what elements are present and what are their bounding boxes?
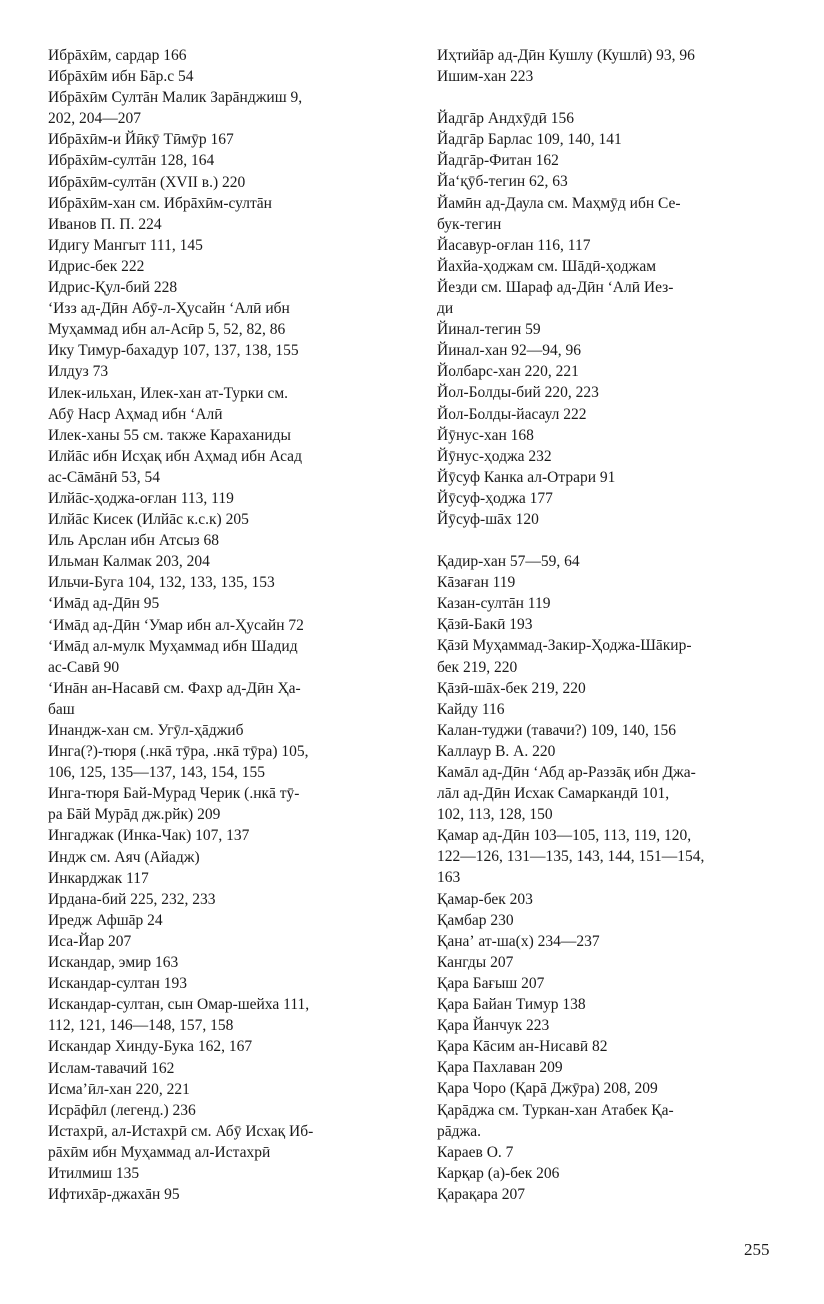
index-entry [437,193,779,235]
index-entry [437,446,779,467]
index-entry-line: Йамӣн ад-Даула см. Маҳмӯд ибн Се- [437,194,681,212]
index-entry-line: Иҳтийāр ад-Дӣн Кушлу (Кушлӣ) 93, 96 [437,47,695,64]
index-entry [437,699,779,720]
index-entry-line: Ифтихāр-джахāн 95 [48,1186,180,1204]
index-entry-line: Қара Кāсим ан-Нисавӣ 82 [437,1038,608,1056]
index-entry-line: Искандар Хинду-Бука 162, 167 [48,1038,253,1056]
index-entry-line: Илйāс Кисек (Илйāс к.с.к) 205 [48,511,249,529]
index-entry [48,361,390,382]
index-entry-line: Ислам-тавачий 162 [48,1059,175,1077]
index-entry-line: 112, 121, 146—148, 157, 158 [48,1017,234,1035]
index-entry-line: Искандар, эмир 163 [48,954,179,972]
index-entry [437,910,779,931]
index-entry [437,340,779,361]
index-entry-line: Карқар (а)-бек 206 [437,1164,560,1182]
index-entry-line: Қанаʼ ат-ша(х) 234—237 [437,932,600,950]
index-entry [437,467,779,488]
index-entry [48,1184,390,1205]
index-entry-line: Йадгāр Андхӯдӣ 156 [437,110,575,128]
index-entry [437,509,779,530]
index-entry [48,1163,390,1184]
index-entry [437,382,779,403]
index-entry-line: Инга-тюря Бай-Мурад Черик (.нкā тӯ- [48,785,300,803]
index-entry-line: Йол-Болды-бий 220, 223 [437,384,599,402]
index-entry [437,129,779,150]
index-entry-line: Илйāс-ҳоджа-оғлан 113, 119 [48,489,234,507]
index-entry-line: Искандар-султан 193 [48,975,187,993]
index-entry [437,720,779,741]
index-entry [437,1184,779,1205]
index-entry [48,741,390,783]
index-entry [437,825,779,888]
index-entry-line: Инга(?)-тюря (.нкā тӯра, .нкā тӯра) 105, [48,743,309,761]
index-entry [437,66,779,87]
index-entry [437,889,779,910]
index-entry-line: Итилмиш 135 [48,1164,140,1182]
index-entry [437,931,779,952]
index-entry-line: Каллаур В. А. 220 [437,742,556,760]
index-entry [437,319,779,340]
index-entry-line: Идрис-Қул-бий 228 [48,279,178,297]
index-entry-line: Йӯнус-хан 168 [437,426,534,444]
index-entry [437,108,779,129]
index-entry [48,66,390,87]
index-entry-line: ра Бāй Мурāд дж.рйк) 209 [48,806,221,824]
index-entry [48,847,390,868]
index-entry [48,1100,390,1121]
index-entry-line: Инандж-хан см. Угӯл-ҳāджиб [48,722,244,739]
index-entry [48,931,390,952]
index-entry-line: Йолбарс-хан 220, 221 [437,363,579,381]
index-entry [437,1015,779,1036]
index-entry-line: Қāзӣ Муҳаммад-Закир-Ҳоджа-Шāкир- [437,637,692,655]
index-entry-line: бук-тегин [437,215,502,233]
index-entry-line: Ильман Калмак 203, 204 [48,553,210,571]
index-entry-line: ас-Сāмāнӣ 53, 54 [48,468,161,486]
index-entry-line: Ильчи-Буга 104, 132, 133, 135, 153 [48,574,275,592]
index-entry-line: Ибрāхӣм-хан см. Ибрāхӣм-султāн [48,194,272,212]
index-entry-line: Қамар-бек 203 [437,890,533,908]
index-entry-line: Йахйа-ҳоджам см. Шāдӣ-ҳоджам [437,257,657,275]
index-entry [48,1036,390,1057]
index-entry [48,256,390,277]
index-entry-line: 106, 125, 135—137, 143, 154, 155 [48,764,265,782]
index-entry-line: лāл ад-Дӣн Исхак Самаркандӣ 101, [437,785,670,803]
index-entry [48,425,390,446]
index-entry-line: Иль Арслан ибн Атсыз 68 [48,532,220,550]
section-gap [437,87,779,108]
index-entry-line: Идигу Мангыт 111, 145 [48,236,203,254]
index-entry-line: Индж см. Аяч (Айадж) [48,848,200,866]
index-entry-line: Қамбар 230 [437,911,514,929]
index-entry-line: Казан-султāн 119 [437,595,551,613]
index-entry [48,593,390,614]
index-entry [437,1057,779,1078]
index-entry [48,910,390,931]
index-entry-line: Қāзӣ-Бакӣ 193 [437,616,533,634]
index-entry [437,1100,779,1142]
index-entry-line: Қара Бағыш 207 [437,974,545,992]
index-entry [437,1078,779,1099]
index-entry [48,298,390,340]
index-entry-line: 122—126, 131—135, 143, 144, 151—154, [437,848,705,866]
index-entry-line: Ингаджак (Инка-Чак) 107, 137 [48,827,250,845]
index-entry [48,383,390,425]
index-entry-line: Ибрāхӣм-султāн (XVII в.) 220 [48,173,246,191]
index-entry [48,129,390,150]
index-entry [48,1121,390,1163]
index-entry-line: Йол-Болды-йасаул 222 [437,405,587,423]
index-entry-line: ʻИмāд ад-Дӣн ʻУмар ибн ал-Ҳусайн 72 [48,616,304,634]
index-entry [437,361,779,382]
index-entry-line: Калан-туджи (тавачи?) 109, 140, 156 [437,721,676,739]
index-entry [48,1058,390,1079]
index-entry-line: ʻИзз ад-Дӣн Абӯ-л-Ҳусайн ʻАлӣ ибн [48,300,290,318]
index-entry [437,45,779,66]
index-entry-line: Исмаʼӣл-хан 220, 221 [48,1080,190,1098]
index-entry-line: Камāл ад-Дӣн ʻАбд ар-Раззāқ ибн Джа- [437,764,696,781]
index-entry [48,994,390,1036]
index-column-left [48,45,390,1205]
index-entry-line: Йадгāр Барлас 109, 140, 141 [437,131,622,149]
index-entry-line: Инкарджак 117 [48,869,149,887]
index-entry [437,1142,779,1163]
index-entry [48,277,390,298]
index-entry-line: Ибрāхӣм ибн Бāр.с 54 [48,68,194,86]
index-entry-line: Қара Йанчук 223 [437,1017,550,1035]
section-gap [437,530,779,551]
index-entry [48,889,390,910]
index-entry [48,150,390,171]
index-entry-line: Идрис-бек 222 [48,257,145,275]
index-entry-line: Истахрӣ, ал-Истахрӣ см. Абӯ Исхақ Иб- [48,1122,314,1140]
index-entry-line: 163 [437,869,461,887]
index-entry-line: Ику Тимур-бахадур 107, 137, 138, 155 [48,342,299,360]
index-entry [437,150,779,171]
index-entry-line: ʻИнāн ан-Насавӣ см. Фахр ад-Дӣн Ҳа- [48,679,301,697]
index-entry [437,1036,779,1057]
index-entry [437,635,779,677]
index-entry-line: Искандар-султан, сын Омар-шейха 111, [48,996,310,1014]
index-entry [48,172,390,193]
index-entry-line: Ибрāхӣм Султāн Малик Зарāнджиш 9, [48,89,303,107]
index-entry-line: Иванов П. П. 224 [48,215,162,233]
index-entry [48,636,390,678]
index-entry [48,825,390,846]
index-entry [48,551,390,572]
index-entry [437,404,779,425]
index-entry-line: Кāзаған 119 [437,574,516,592]
index-entry-line: ди [437,300,454,318]
index-entry [48,340,390,361]
page-number: 255 [744,1240,770,1259]
index-column-right [437,45,779,1205]
index-entry [48,509,390,530]
index-entry-line: Қарāджа см. Туркан-хан Атабек Қа- [437,1101,674,1119]
index-entry-line: Қамар ад-Дӣн 103—105, 113, 119, 120, [437,827,692,845]
index-entry [48,868,390,889]
index-entry [437,488,779,509]
index-entry [437,235,779,256]
index-entry-line: Ишим-хан 223 [437,68,534,86]
index-entry [437,994,779,1015]
index-entry-line: Йӯсуф Канка ал-Отрари 91 [437,468,616,486]
index-entry [48,720,390,741]
index-entry [48,214,390,235]
index-entry [437,572,779,593]
index-entry-line: Йӯсуф-ҳоджа 177 [437,489,553,507]
index-entry [48,952,390,973]
index-entry-line: Йезди см. Шараф ад-Дӣн ʻАлӣ Иез- [437,278,674,296]
index-entry [48,235,390,256]
index-entry [437,277,779,319]
index-entry [48,446,390,488]
index-entry [48,1079,390,1100]
index-entry [48,488,390,509]
index-entry-line: Қара Байан Тимур 138 [437,996,586,1014]
index-entry-line: бек 219, 220 [437,658,518,676]
index-entry-line: рāджа. [437,1122,481,1140]
index-entry-line: ʻИмāд ал-мулк Муҳаммад ибн Шадид [48,637,298,655]
index-entry-line: Қара Пахлаван 209 [437,1059,563,1077]
index-entry-line: Илйāс ибн Исҳақ ибн Аҳмад ибн Асад [48,447,302,465]
index-entry [48,530,390,551]
index-entry-line: Ибрāхӣм-и Йӣкӯ Тӣмӯр 167 [48,131,234,149]
index-entry [48,87,390,129]
index-entry [48,193,390,214]
index-entry [437,614,779,635]
index-entry [437,741,779,762]
index-entry-line: Йадгāр-Фитан 162 [437,152,559,170]
index-entry-line: Ирдана-бий 225, 232, 233 [48,890,216,908]
index-entry [437,551,779,572]
index-entry-line: Йӯнус-ҳоджа 232 [437,447,552,465]
index-entry [437,425,779,446]
index-entry-line: Караев О. 7 [437,1143,514,1161]
index-entry-line: Муҳаммад ибн ал-Асӣр 5, 52, 82, 86 [48,321,286,339]
index-entry [437,256,779,277]
index-entry-line: Кангды 207 [437,953,514,971]
index-entry [48,615,390,636]
index-entry-line: Иредж Афшāр 24 [48,911,163,929]
index-entry-line: Илек-ханы 55 см. также Караханиды [48,426,291,444]
index-entry-line: Қадир-хан 57—59, 64 [437,553,580,571]
index-entry [437,678,779,699]
index-entry-line: Қара Чоро (Қарā Джӯра) 208, 209 [437,1080,658,1098]
index-entry-line: Иса-Йар 207 [48,932,132,950]
index-entry-line: ас-Савӣ 90 [48,658,120,676]
index-entry-line: Абӯ Наср Аҳмад ибн ʻАлӣ [48,405,223,423]
index-entry [437,593,779,614]
index-entry-line: Йӯсуф-шāх 120 [437,510,539,528]
index-entry-line: Ибрāхӣм-султāн 128, 164 [48,152,215,170]
index-entry-line: Қарақара 207 [437,1185,526,1203]
index-entry [48,973,390,994]
index-entry [48,572,390,593]
index-entry-line: баш [48,700,75,718]
index-entry-line: 102, 113, 128, 150 [437,806,553,824]
index-entry-line: Йасавур-оғлан 116, 117 [437,236,591,254]
index-entry-line: Илдуз 73 [48,363,109,381]
index-entry-line: Қāзӣ-шāх-бек 219, 220 [437,679,586,697]
index-entry-line: Йинал-тегин 59 [437,321,541,339]
index-entry-line: 202, 204—207 [48,110,141,128]
index-entry-line: Йинал-хан 92—94, 96 [437,342,582,360]
index-entry [48,45,390,66]
index-entry-line: Ибрāхӣм, сардар 166 [48,47,187,64]
index-entry-line: ʻИмāд ад-Дӣн 95 [48,595,160,613]
index-entry [437,1163,779,1184]
index-entry-line: Кайду 116 [437,700,505,718]
index-entry-line: Исрāфӣл (легенд.) 236 [48,1101,196,1119]
index-entry [437,973,779,994]
index-entry [48,783,390,825]
index-entry [437,171,779,192]
index-entry [48,678,390,720]
index-entry-line: Йаʻқӯб-тегин 62, 63 [437,173,568,191]
index-entry-line: Илек-ильхан, Илек-хан ат-Турки см. [48,384,289,402]
index-entry [437,952,779,973]
index-entry [437,762,779,825]
index-entry-line: рāхӣм ибн Муҳаммад ал-Истахрӣ [48,1143,271,1161]
